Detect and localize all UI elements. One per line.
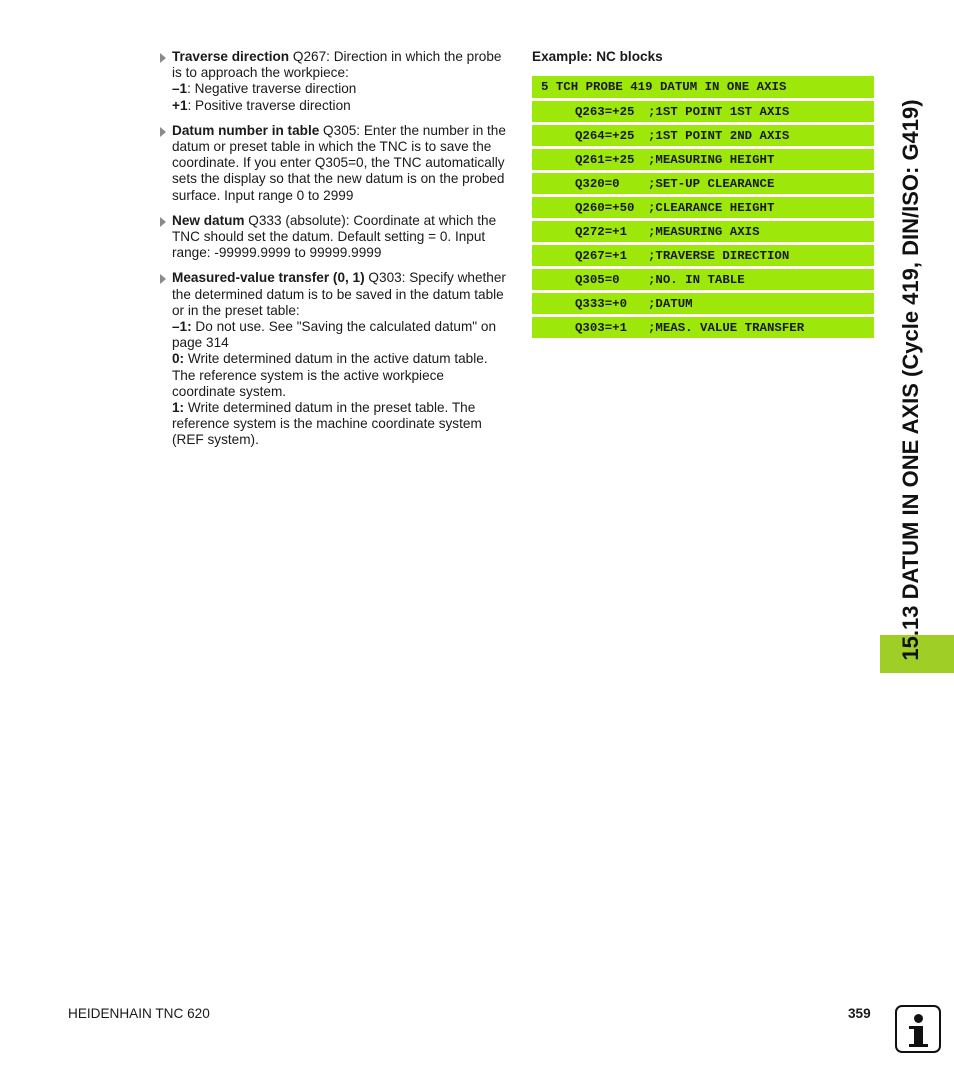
nc-param: Q305=0 [575, 272, 620, 287]
chapter-title: 15.13 DATUM IN ONE AXIS (Cycle 419, DIN/ISO: G419) [898, 99, 923, 661]
nc-param: Q264=+25 [575, 128, 635, 143]
option-text: Do not use. See "Saving the calculated datum" on page 314 [172, 319, 497, 351]
nc-comment: ;DATUM [648, 296, 693, 311]
nc-comment: ;1ST POINT 1ST AXIS [648, 104, 790, 119]
param-description [172, 213, 510, 262]
option-key: 0: [172, 351, 185, 367]
nc-block-row [532, 125, 874, 146]
triangle-right-icon [160, 217, 166, 227]
option-text: Write determined datum in the preset table. The reference system is the machine coordinate system (REF system). [172, 400, 482, 448]
nc-comment: ;NO. IN TABLE [648, 272, 745, 287]
nc-param: Q320=0 [575, 176, 620, 191]
param-label: Traverse direction [172, 49, 290, 64]
nc-param: Q333=+0 [575, 296, 628, 311]
option-text: Write determined datum in the active datum table. The reference system is the active workpiece coordinate system. [172, 351, 488, 399]
page-number: 359 [848, 1006, 871, 1021]
param-label: Datum number in table [172, 122, 320, 138]
param-new-datum [158, 213, 510, 262]
option-text: : Positive traverse direction [187, 97, 351, 113]
nc-block-list [532, 76, 874, 341]
nc-block-row [532, 197, 874, 218]
nc-comment: ;MEASURING HEIGHT [648, 152, 775, 167]
triangle-right-icon [160, 127, 166, 137]
option-key: +1 [172, 97, 188, 113]
param-option [172, 400, 510, 449]
option-key: –1 [172, 81, 188, 97]
nc-block-text: 5 TCH PROBE 419 DATUM IN ONE AXIS [541, 80, 787, 94]
nc-param: Q261=+25 [575, 152, 635, 167]
nc-block-row [532, 76, 874, 98]
triangle-right-icon [160, 53, 166, 63]
nc-comment: ;1ST POINT 2ND AXIS [648, 128, 790, 143]
param-datum-number [158, 123, 510, 204]
nc-comment: ;TRAVERSE DIRECTION [648, 248, 790, 263]
nc-param: Q272=+1 [575, 224, 628, 239]
param-intro: Q305: Enter the number in the datum or preset table in which the TNC is to save the coordinate. If you enter Q305=0, the TNC automatically sets the display so that the new datum is on the probed surface. Input range 0 to 2999 [172, 122, 506, 203]
nc-block-row [532, 269, 874, 290]
param-option [172, 319, 510, 351]
parameter-list [158, 49, 510, 458]
param-intro: Q267: Direction in which the probe is to approach the workpiece: [172, 49, 502, 81]
nc-param: Q303=+1 [575, 320, 628, 335]
param-intro: Q333 (absolute): Coordinate at which the TNC should set the datum. Default setting = 0. Input range: -99999.9999 to 99999.9999 [172, 212, 497, 261]
param-option [172, 351, 510, 400]
nc-comment: ;CLEARANCE HEIGHT [648, 200, 775, 215]
nc-block-row [532, 293, 874, 314]
triangle-right-icon [160, 274, 166, 284]
nc-comment: ;MEAS. VALUE TRANSFER [648, 320, 805, 335]
param-measured-value-transfer [158, 270, 510, 448]
nc-block-row [532, 221, 874, 242]
nc-block-row [532, 149, 874, 170]
option-text: : Negative traverse direction [187, 81, 357, 97]
example-title: Example: NC blocks [532, 49, 663, 64]
param-description [172, 49, 510, 81]
param-intro: Q303: Specify whether the determined datum is to be saved in the datum table or in the preset table: [172, 270, 506, 318]
footer-product: HEIDENHAIN TNC 620 [68, 1006, 210, 1021]
param-label: Measured-value transfer (0, 1) [172, 270, 365, 286]
param-description [172, 123, 510, 204]
info-icon [895, 1005, 941, 1053]
param-description [172, 270, 510, 319]
nc-block-row [532, 101, 874, 122]
param-traverse-direction [158, 49, 510, 114]
nc-block-row [532, 245, 874, 266]
nc-param: Q263=+25 [575, 104, 635, 119]
param-option [172, 81, 510, 97]
option-key: 1: [172, 400, 185, 416]
param-label: New datum [172, 212, 245, 228]
nc-block-row [532, 317, 874, 338]
option-key: –1: [172, 319, 192, 335]
nc-comment: ;SET-UP CLEARANCE [648, 176, 775, 191]
nc-param: Q260=+50 [575, 200, 635, 215]
param-option [172, 98, 510, 114]
nc-param: Q267=+1 [575, 248, 628, 263]
nc-comment: ;MEASURING AXIS [648, 224, 760, 239]
nc-block-row [532, 173, 874, 194]
